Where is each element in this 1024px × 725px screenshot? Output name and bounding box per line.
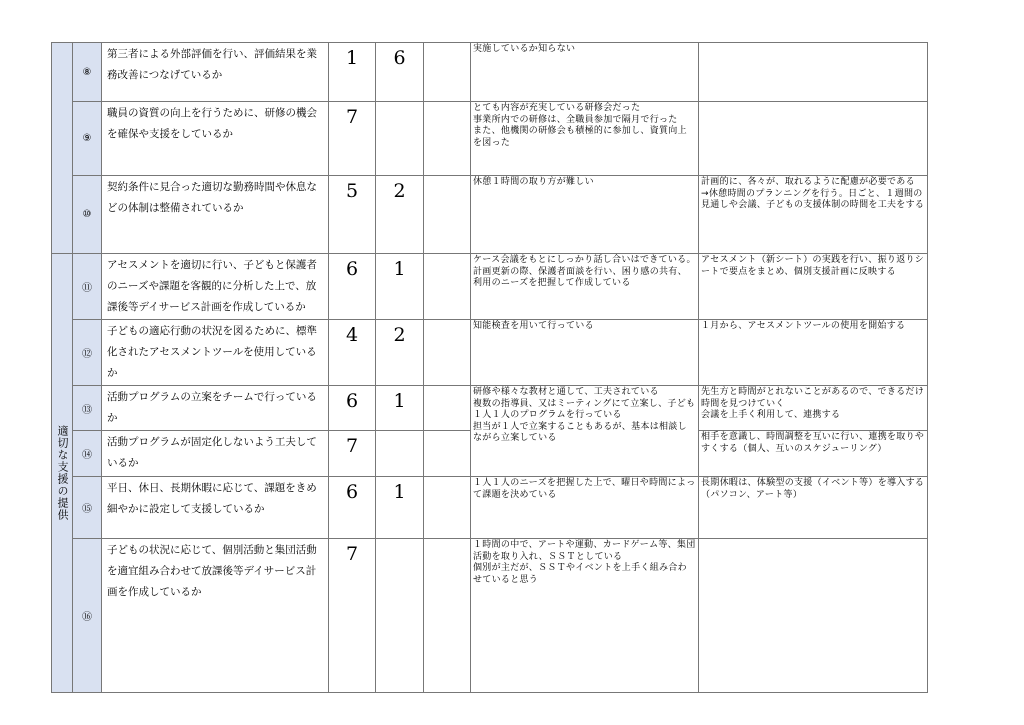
no-count: 1 <box>376 254 424 320</box>
table-row <box>52 539 928 693</box>
no-count: 2 <box>376 320 424 386</box>
question-text: 活動プログラムが固定化しないよう工夫しているか <box>102 431 329 477</box>
table-row <box>52 102 928 176</box>
question-text: 職員の資質の向上を行うために、研修の機会を確保や支援をしているか <box>102 102 329 176</box>
improvement-text: １月から、アセスメントツールの使用を開始する <box>699 320 928 386</box>
row-number: ⑮ <box>73 477 102 539</box>
reason-text: １人１人のニーズを把握した上で、曜日や時間によって課題を決めている <box>471 477 699 539</box>
no-count: 6 <box>376 43 424 102</box>
reason-text: ケース会議をもとにしっかり話し合いはできている。計画更新の際、保護者面談を行い、困り感の共有、利用のニーズを把握して作成している <box>471 254 699 320</box>
reason-text: 休憩１時間の取り方が難しい <box>471 176 699 254</box>
category-cell-upper <box>52 43 73 254</box>
row-number: ⑪ <box>73 254 102 320</box>
no-count <box>376 539 424 693</box>
yes-count: 7 <box>329 539 376 693</box>
improvement-text: アセスメント（新シート）の実践を行い、振り返りシートで要点をまとめ、個別支援計画に反映する <box>699 254 928 320</box>
question-text: 子どもの状況に応じて、個別活動と集団活動を適宜組み合わせて放課後等デイサービス計画を作成しているか <box>102 539 329 693</box>
reason-text: 実施しているか知らない <box>471 43 699 102</box>
row-number: ⑧ <box>73 43 102 102</box>
no-count: 2 <box>376 176 424 254</box>
yes-count: 1 <box>329 43 376 102</box>
question-text: 第三者による外部評価を行い、評価結果を業務改善につなげているか <box>102 43 329 102</box>
row-number: ⑫ <box>73 320 102 386</box>
table-row <box>52 477 928 539</box>
yes-count: 6 <box>329 386 376 431</box>
yes-count: 6 <box>329 254 376 320</box>
unknown-count <box>424 477 471 539</box>
question-text: 契約条件に見合った適切な勤務時間や休息などの体制は整備されているか <box>102 176 329 254</box>
unknown-count <box>424 43 471 102</box>
improvement-text: 先生方と時間がとれないことがあるので、できるだけ時間を見つけていく 会議を上手く利用して、連携する <box>699 386 928 431</box>
reason-text: とても内容が充実している研修会だった 事業所内での研修は、全職員参加で隔月で行った また、他機関の研修会も積極的に参加し、資質向上を図った <box>471 102 699 176</box>
unknown-count <box>424 539 471 693</box>
row-number: ⑨ <box>73 102 102 176</box>
yes-count: 6 <box>329 477 376 539</box>
row-number: ⑩ <box>73 176 102 254</box>
table-row <box>52 320 928 386</box>
no-count: 1 <box>376 477 424 539</box>
no-count <box>376 431 424 477</box>
yes-count: 7 <box>329 431 376 477</box>
yes-count: 7 <box>329 102 376 176</box>
no-count: 1 <box>376 386 424 431</box>
section-label: 適切な支援の提供 <box>56 425 69 521</box>
no-count <box>376 102 424 176</box>
unknown-count <box>424 431 471 477</box>
table-row <box>52 386 928 431</box>
improvement-text: 計画的に、各々が、取れるように配慮が必要である →休憩時間のプランニングを行う。日ごと、１週間の見通しや会議、子どもの支援体制の時間を工夫をする <box>699 176 928 254</box>
reason-text: 研修や様々な教材と通して、工夫されている 複数の指導員、又はミーティングにて立案し、子ども１人１人のプログラムを行っている 担当が１人で立案することもあるが、基本は相談しながら立案している <box>471 386 699 477</box>
row-number: ⑭ <box>73 431 102 477</box>
question-text: 子どもの適応行動の状況を図るために、標準化されたアセスメントツールを使用しているか <box>102 320 329 386</box>
evaluation-table <box>51 42 928 693</box>
unknown-count <box>424 102 471 176</box>
unknown-count <box>424 386 471 431</box>
improvement-text: 相手を意識し、時間調整を互いに行い、連携を取りやすくする（個人、互いのスケジューリング） <box>699 431 928 477</box>
reason-text: １時間の中で、アートや運動、カードゲーム等、集団活動を取り入れ、ＳＳＴとしている 個別が主だが、ＳＳＴやイベントを上手く組み合わせていると思う <box>471 539 699 693</box>
table-row <box>52 43 928 102</box>
yes-count: 4 <box>329 320 376 386</box>
reason-text: 知能検査を用いて行っている <box>471 320 699 386</box>
question-text: 活動プログラムの立案をチームで行っているか <box>102 386 329 431</box>
row-number: ⑯ <box>73 539 102 693</box>
question-text: 平日、休日、長期休暇に応じて、課題をきめ細やかに設定して支援しているか <box>102 477 329 539</box>
improvement-text <box>699 43 928 102</box>
improvement-text <box>699 102 928 176</box>
improvement-text <box>699 539 928 693</box>
yes-count: 5 <box>329 176 376 254</box>
question-text: アセスメントを適切に行い、子どもと保護者のニーズや課題を客観的に分析した上で、放課後等デイサービス計画を作成しているか <box>102 254 329 320</box>
table-row <box>52 254 928 320</box>
unknown-count <box>424 320 471 386</box>
category-cell <box>52 254 73 693</box>
unknown-count <box>424 254 471 320</box>
unknown-count <box>424 176 471 254</box>
improvement-text: 長期休暇は、体験型の支援（イベント等）を導入する（パソコン、アート等） <box>699 477 928 539</box>
row-number: ⑬ <box>73 386 102 431</box>
table-row <box>52 176 928 254</box>
